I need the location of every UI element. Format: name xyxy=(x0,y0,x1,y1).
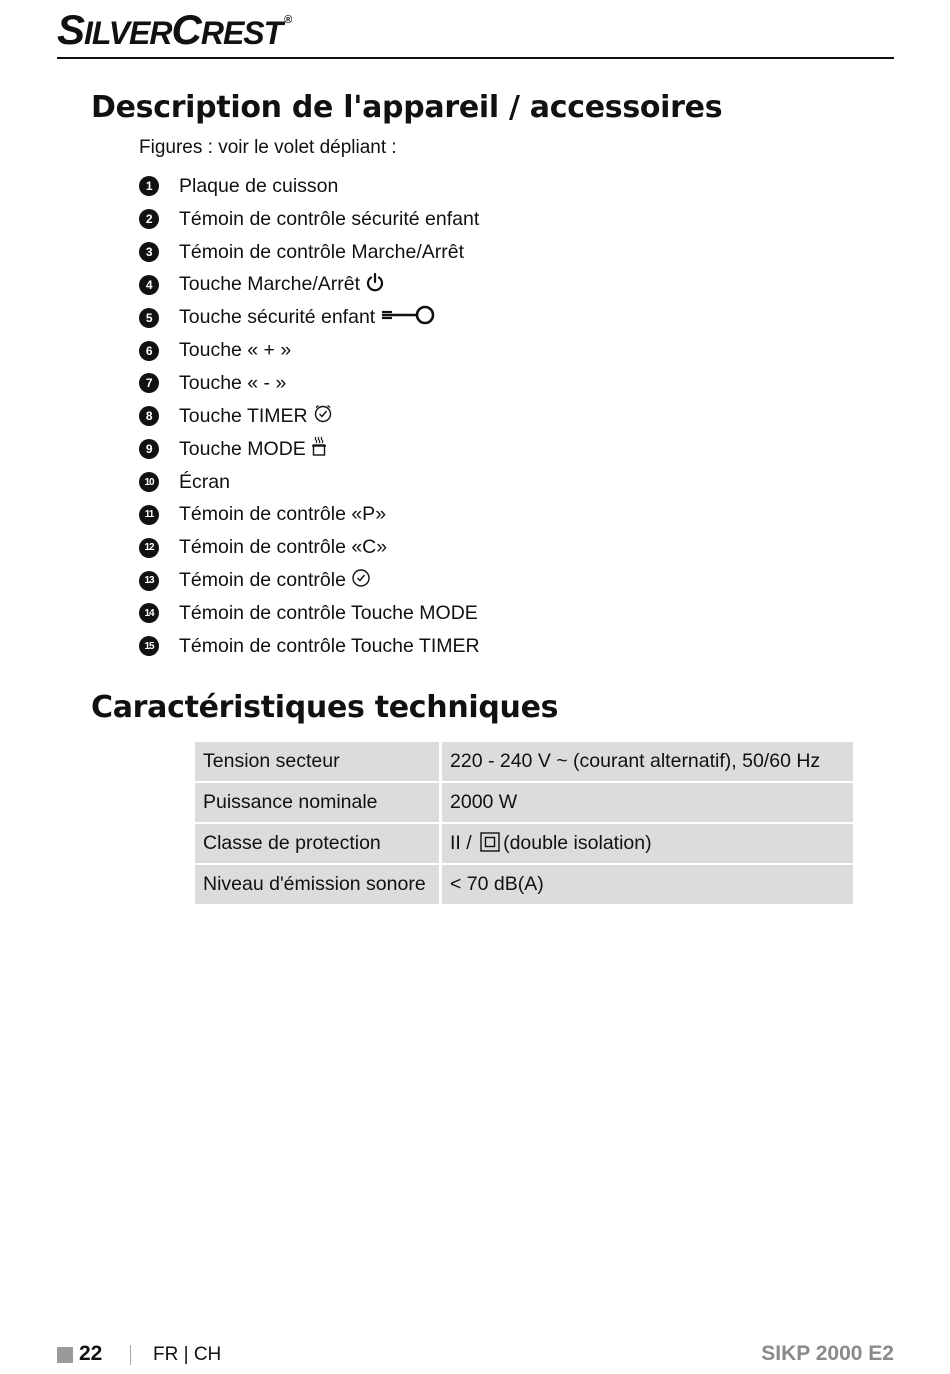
timer-icon xyxy=(313,403,333,429)
item-number: 3 xyxy=(139,242,159,262)
brand-letter: REST xyxy=(200,15,283,51)
figures-note: Figures : voir le volet dépliant : xyxy=(139,137,397,158)
item-number: 5 xyxy=(139,308,159,328)
spec-key: Tension secteur xyxy=(195,742,439,781)
list-item xyxy=(139,301,480,334)
list-item xyxy=(139,236,480,269)
item-number: 12 xyxy=(139,538,159,558)
list-item xyxy=(139,498,480,531)
item-number: 15 xyxy=(139,636,159,656)
item-number: 6 xyxy=(139,341,159,361)
item-label: Témoin de contrôle Marche/Arrêt xyxy=(179,240,465,263)
key-lock-icon xyxy=(380,304,436,332)
list-item xyxy=(139,367,480,400)
item-number: 2 xyxy=(139,209,159,229)
item-label: Touche Marche/Arrêt xyxy=(179,273,360,296)
spec-value: 220 - 240 V ~ (courant alternatif), 50/60 Hz xyxy=(442,742,853,781)
list-item xyxy=(139,334,480,367)
page-number: 22 xyxy=(79,1342,103,1365)
footer-divider xyxy=(130,1345,131,1365)
spec-value: < 70 dB(A) xyxy=(442,865,853,904)
spec-value-suffix: (double isolation) xyxy=(503,831,652,854)
list-item xyxy=(139,466,480,499)
item-number: 10 xyxy=(139,472,159,492)
item-number: 1 xyxy=(139,176,159,196)
list-item xyxy=(139,597,480,630)
item-label: Touche « + » xyxy=(179,339,292,362)
registered-mark: ® xyxy=(284,14,292,26)
list-item xyxy=(139,269,480,302)
table-row xyxy=(195,824,853,863)
table-row xyxy=(195,865,853,904)
spec-key: Puissance nominale xyxy=(195,783,439,822)
item-number: 7 xyxy=(139,373,159,393)
brand-letter: ILVER xyxy=(84,15,172,51)
item-label: Touche TIMER xyxy=(179,404,308,427)
brand-logo xyxy=(57,6,291,54)
item-label: Témoin de contrôle sécurité enfant xyxy=(179,207,480,230)
spec-value: 2000 W xyxy=(442,783,853,822)
section-title-description: Description de l'appareil / accessoires xyxy=(91,90,723,125)
table-row xyxy=(195,783,853,822)
item-number: 8 xyxy=(139,406,159,426)
header-divider xyxy=(57,57,894,59)
power-icon xyxy=(365,272,385,298)
spec-key: Classe de protection xyxy=(195,824,439,863)
list-item xyxy=(139,433,480,466)
item-label: Témoin de contrôle Touche MODE xyxy=(179,601,478,624)
list-item xyxy=(139,203,480,236)
item-label: Témoin de contrôle «C» xyxy=(179,536,388,559)
footer-square-marker xyxy=(57,1347,73,1363)
clock-icon xyxy=(351,568,371,594)
model-number: SIKP 2000 E2 xyxy=(761,1342,894,1365)
section-title-technical: Caractéristiques techniques xyxy=(91,690,559,725)
list-item xyxy=(139,400,480,433)
item-label: Écran xyxy=(179,470,230,493)
spec-key: Niveau d'émission sonore xyxy=(195,865,439,904)
spec-value-prefix: II / xyxy=(450,831,472,854)
list-item xyxy=(139,170,480,203)
list-item xyxy=(139,531,480,564)
table-row xyxy=(195,742,853,781)
item-number: 4 xyxy=(139,275,159,295)
double-insulation-icon xyxy=(480,832,500,855)
item-label: Témoin de contrôle «P» xyxy=(179,503,387,526)
item-label: Touche « - » xyxy=(179,371,287,394)
pot-steam-icon xyxy=(311,435,327,463)
list-item xyxy=(139,564,480,597)
item-number: 14 xyxy=(139,603,159,623)
item-number: 11 xyxy=(139,505,159,525)
page-footer xyxy=(57,1342,894,1370)
brand-letter: C xyxy=(171,6,201,53)
item-label: Touche MODE xyxy=(179,437,306,460)
item-number: 13 xyxy=(139,571,159,591)
parts-list xyxy=(139,170,480,663)
item-label: Témoin de contrôle xyxy=(179,569,346,592)
item-label: Témoin de contrôle Touche TIMER xyxy=(179,634,480,657)
spec-value xyxy=(442,824,853,863)
brand-letter: S xyxy=(57,6,85,53)
item-label: Touche sécurité enfant xyxy=(179,306,376,329)
specs-table xyxy=(192,740,856,906)
list-item xyxy=(139,630,480,663)
item-label: Plaque de cuisson xyxy=(179,174,339,197)
language-code: FR | CH xyxy=(153,1344,222,1365)
item-number: 9 xyxy=(139,439,159,459)
